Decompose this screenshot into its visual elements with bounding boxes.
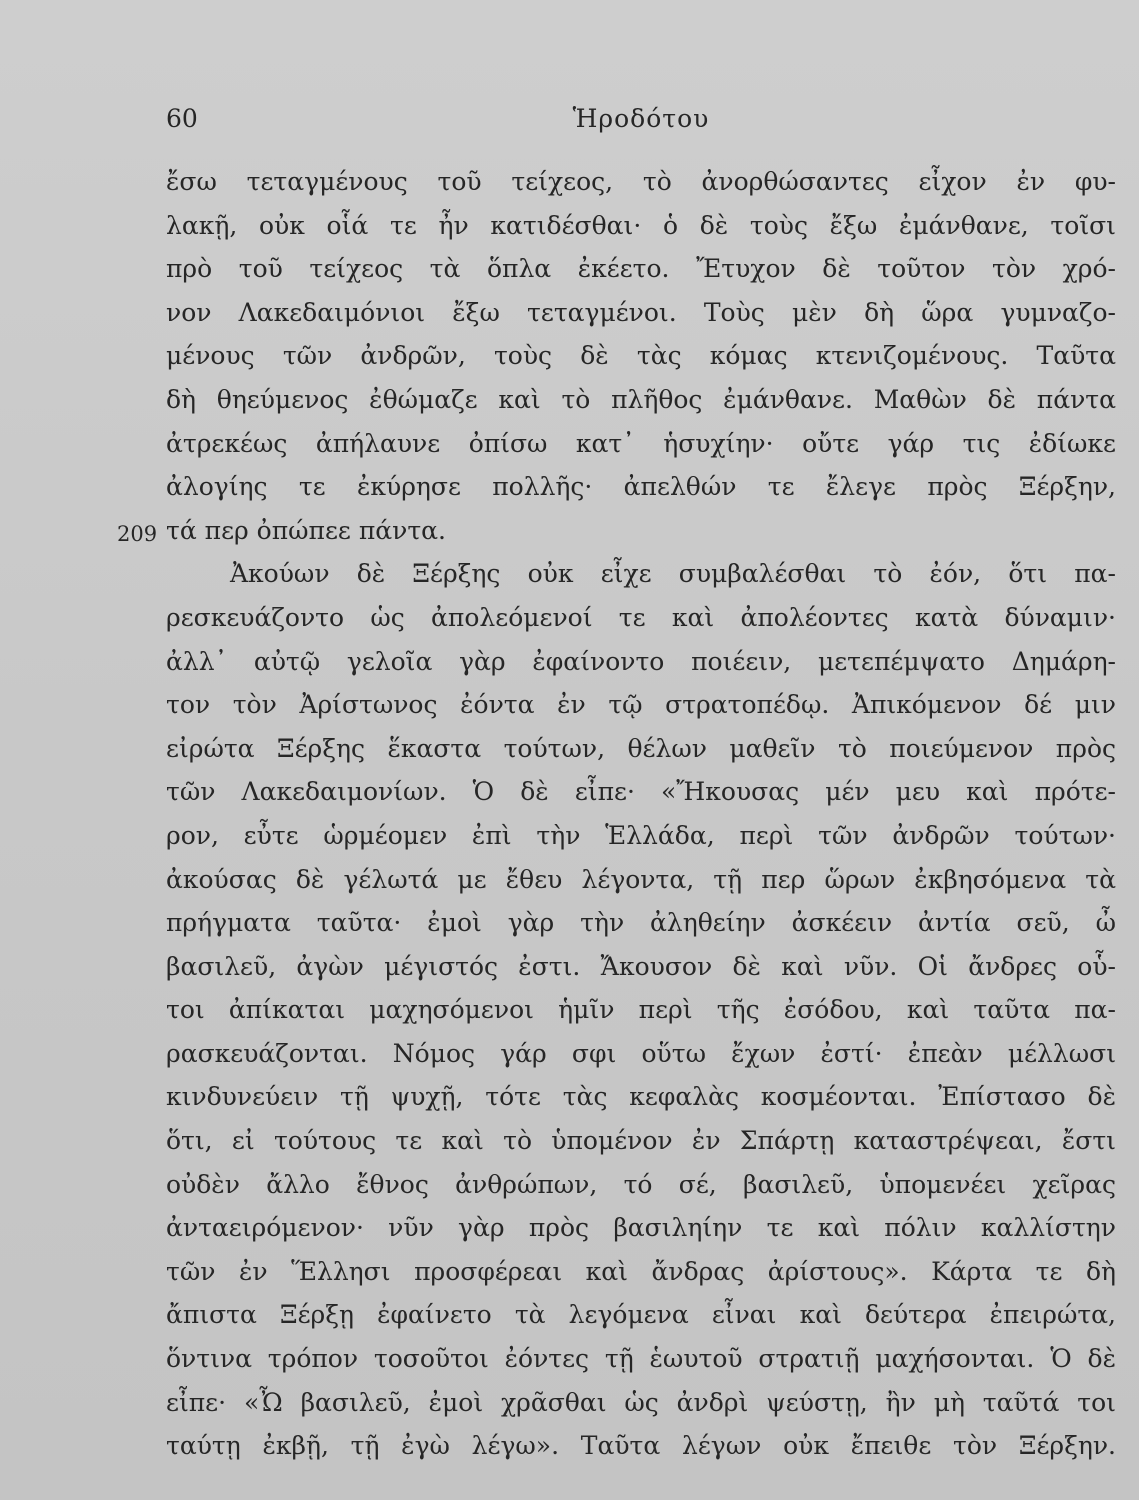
- section-number: 209: [117, 522, 158, 546]
- text-line: ρεσκευάζοντο ὡς ἀπολεόμενοί τε καὶ ἀπολέοντες κατὰ δύναμιν·: [166, 602, 1116, 632]
- text-line: ἀλλ᾽ αὐτῷ γελοῖα γὰρ ἐφαίνοντο ποιέειν, μετεπέμψατο Δημάρη-: [166, 646, 1116, 676]
- text-line: ἀτρεκέως ἀπήλαυνε ὀπίσω κατ᾽ ἡσυχίην· οὔτε γάρ τις ἐδίωκε: [166, 428, 1116, 458]
- text-line: τά περ ὀπώπεε πάντα.: [166, 515, 447, 545]
- text-line: ἄπιστα Ξέρξῃ ἐφαίνετο τὰ λεγόμενα εἶναι καὶ δεύτερα ἐπειρώτα,: [166, 1300, 1116, 1330]
- text-line: πρήγματα ταῦτα· ἐμοὶ γὰρ τὴν ἀληθείην ἀσκέειν ἀντία σεῦ, ὦ: [166, 908, 1116, 938]
- text-line: νον Λακεδαιμόνιοι ἔξω τεταγμένοι. Τοὺς μὲν δὴ ὥρα γυμναζο-: [166, 297, 1116, 327]
- running-head: Ἡροδότου: [572, 104, 710, 133]
- text-line: βασιλεῦ, ἀγὼν μέγιστός ἐστι. Ἄκουσον δὲ καὶ νῦν. Οἱ ἄνδρες οὗ-: [166, 951, 1116, 981]
- text-line: τοι ἀπίκαται μαχησόμενοι ἡμῖν περὶ τῆς ἐσόδου, καὶ ταῦτα πα-: [166, 995, 1116, 1025]
- text-line: ρον, εὖτε ὡρμέομεν ἐπὶ τὴν Ἑλλάδα, περὶ τῶν ἀνδρῶν τούτων·: [166, 820, 1116, 850]
- text-line: ἀκούσας δὲ γέλωτά με ἔθευ λέγοντα, τῇ περ ὥρων ἐκβησόμενα τὰ: [166, 864, 1116, 894]
- text-line: μένους τῶν ἀνδρῶν, τοὺς δὲ τὰς κόμας κτενιζομένους. Ταῦτα: [166, 341, 1116, 371]
- body-text: [166, 160, 1116, 1468]
- text-line: ρασκευάζονται. Νόμος γάρ σφι οὕτω ἔχων ἐστί· ἐπεὰν μέλλωσι: [166, 1038, 1116, 1068]
- text-line: κινδυνεύειν τῇ ψυχῇ, τότε τὰς κεφαλὰς κοσμέονται. Ἐπίστασο δὲ: [166, 1082, 1116, 1112]
- page-number: 60: [166, 104, 198, 133]
- text-line: δὴ θηεύμενος ἐθώμαζε καὶ τὸ πλῆθος ἐμάνθανε. Μαθὼν δὲ πάντα: [166, 384, 1116, 414]
- text-line: εἰρώτα Ξέρξης ἕκαστα τούτων, θέλων μαθεῖν τὸ ποιεύμενον πρὸς: [166, 733, 1116, 763]
- text-line: ἀνταειρόμενον· νῦν γὰρ πρὸς βασιληίην τε καὶ πόλιν καλλίστην: [166, 1213, 1116, 1243]
- text-line: Ἀκούων δὲ Ξέρξης οὐκ εἶχε συμβαλέσθαι τὸ ἐόν, ὅτι πα-: [230, 559, 1116, 589]
- text-line: ὅτι, εἰ τούτους τε καὶ τὸ ὑπομένον ἐν Σπάρτῃ καταστρέψεαι, ἔστι: [166, 1126, 1116, 1156]
- text-line: τῶν ἐν Ἕλλησι προσφέρεαι καὶ ἄνδρας ἀρίστους». Κάρτα τε δὴ: [166, 1256, 1116, 1286]
- text-line: πρὸ τοῦ τείχεος τὰ ὅπλα ἐκέετο. Ἔτυχον δὲ τοῦτον τὸν χρό-: [166, 254, 1116, 284]
- text-line: λακῇ, οὐκ οἷά τε ἦν κατιδέσθαι· ὁ δὲ τοὺς ἔξω ἐμάνθανε, τοῖσι: [166, 210, 1116, 240]
- page-header: [166, 104, 1116, 144]
- text-line: εἶπε· «Ὦ βασιλεῦ, ἐμοὶ χρᾶσθαι ὡς ἀνδρὶ ψεύστῃ, ἢν μὴ ταῦτά τοι: [166, 1387, 1116, 1417]
- text-line: τον τὸν Ἀρίστωνος ἐόντα ἐν τῷ στρατοπέδῳ. Ἀπικόμενον δέ μιν: [166, 690, 1116, 720]
- text-line: ταύτῃ ἐκβῇ, τῇ ἐγὼ λέγω». Ταῦτα λέγων οὐκ ἔπειθε τὸν Ξέρξην.: [166, 1431, 1116, 1461]
- text-line: οὐδὲν ἄλλο ἔθνος ἀνθρώπων, τό σέ, βασιλεῦ, ὑπομενέει χεῖρας: [166, 1169, 1116, 1199]
- text-line: ἔσω τεταγμένους τοῦ τείχεος, τὸ ἀνορθώσαντες εἶχον ἐν φυ-: [166, 167, 1116, 196]
- text-line: τῶν Λακεδαιμονίων. Ὁ δὲ εἶπε· «Ἤκουσας μέν μευ καὶ πρότε-: [166, 777, 1116, 807]
- text-line: ὅντινα τρόπον τοσοῦτοι ἐόντες τῇ ἑωυτοῦ στρατιῇ μαχήσονται. Ὁ δὲ: [166, 1344, 1116, 1374]
- text-line: ἀλογίης τε ἐκύρησε πολλῆς· ἀπελθών τε ἔλεγε πρὸς Ξέρξην,: [166, 472, 1116, 502]
